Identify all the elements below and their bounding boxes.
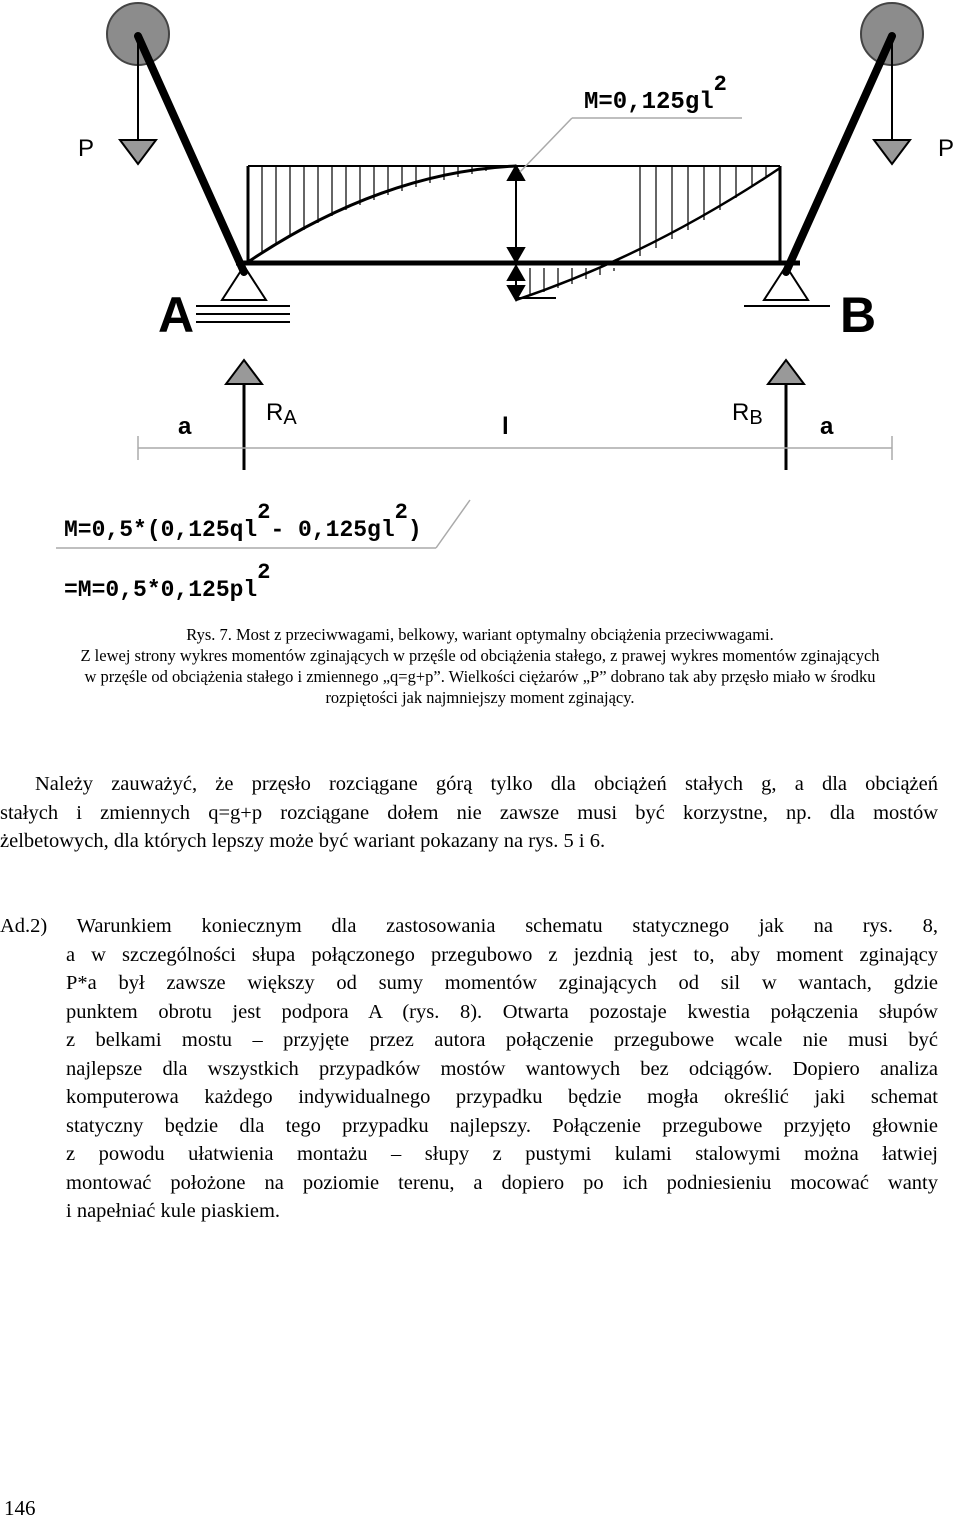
caption-line: rozpiętości jak najmniejszy moment zginający. (325, 688, 635, 707)
figure-caption (40, 624, 920, 708)
label-dim-a-left: a (178, 413, 192, 440)
label-dim-a-right: a (820, 413, 834, 440)
moment-diagram-dead-load (248, 166, 516, 262)
caption-line: Z lewej strony wykres momentów zginających w przęśle od obciążenia stałego, z prawej wykres momentów zginających (80, 646, 880, 665)
reaction-arrow-ra (226, 360, 262, 470)
formula-line1: M=0,5*(0,125ql2- 0,125gl2) (64, 500, 422, 543)
paragraph-line: Ad.2) Warunkiem koniecznym dla zastosowania schematu statycznego jak na rys. 8, (0, 915, 938, 937)
label-ra: RA (266, 399, 297, 429)
label-dim-l: l (502, 413, 509, 440)
paragraph-line: żelbetowych, dla których lepszy może być wariant pokazany na rys. 5 i 6. (0, 830, 606, 852)
page-number: 146 (4, 1496, 36, 1520)
label-rb: RB (732, 399, 763, 429)
caption-line: Rys. 7. Most z przeciwwagami, belkowy, wariant optymalny obciążenia przeciwwagami. (186, 625, 774, 644)
pylon-right (786, 36, 892, 272)
label-p-right: P (938, 135, 955, 162)
paragraph-line: z belkami mostu – przyjęte przez autora połączenie przegubowe wcale nie musi być (66, 1029, 938, 1051)
reaction-arrow-rb (768, 360, 804, 470)
paragraph-line: a w szczególności słupa połączonego przegubowo z jezdnią jest to, aby moment zginający (66, 943, 938, 966)
paragraph-1 (0, 770, 960, 856)
paragraph-line: P*a był zawsze większy od sumy momentów zginających od sil w wantach, gdzie (66, 972, 938, 994)
label-support-b: B (840, 287, 877, 343)
paragraph-line: komputerowa każdego indywidualnego przypadku będzie mogła określić jaki schemat (66, 1086, 938, 1108)
paragraph-line: najlepsze dla wszystkich przypadków mostów wantowych bez odciągów. Dopiero analiza (66, 1057, 938, 1080)
pylon-left (138, 36, 244, 272)
paragraph-line: stałych i zmiennych q=g+p rozciągane dołem nie zawsze musi być korzystne, np. dla mostów (0, 801, 938, 824)
paragraph-2 (0, 912, 960, 1226)
label-moment-top: M=0,125gl2 (584, 72, 727, 116)
paragraph-line: montować położone na poziomie terenu, a dopiero po ich podniesieniu mocować wanty (66, 1171, 938, 1194)
paragraph-line: z powodu ułatwienia montażu – słupy z pustymi kulami stalowymi można łatwiej (66, 1143, 938, 1165)
label-support-a: A (158, 287, 195, 343)
midspan-moment-arrow (508, 166, 524, 300)
moment-diagram-total-load (516, 166, 780, 300)
paragraph-line: punktem obrotu jest podpora A (rys. 8). Otwarta pozostaje kwestia połączenia słupów (66, 1000, 938, 1023)
paragraph-line: Należy zauważyć, że przęsło rozciągane górą tylko dla obciążeń stałych g, a dla obciążeń (35, 773, 938, 795)
label-p-left: P (78, 135, 95, 162)
caption-line: w przęśle od obciążenia stałego i zmiennego „q=g+p”. Wielkości ciężarów „P” dobrano tak aby przęsło miało w środku (84, 667, 876, 686)
formula-line2: =M=0,5*0,125pl2 (64, 560, 271, 603)
paragraph-line: statyczny będzie dla tego przypadku najlepszy. Połączenie przegubowe przyjęto głownie (66, 1114, 938, 1137)
bridge-diagram (0, 0, 960, 610)
paragraph-line: i napełniać kule piaskiem. (66, 1200, 281, 1222)
